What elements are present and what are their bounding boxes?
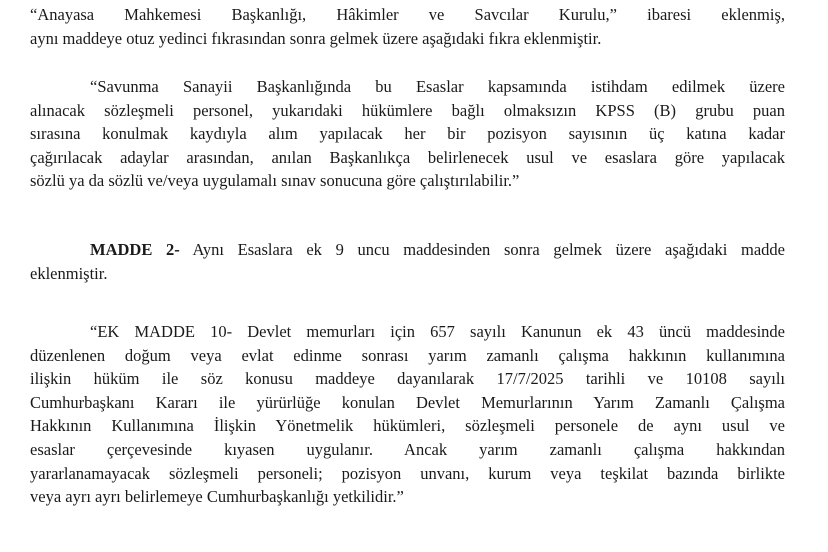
text-line: aynı maddeye otuz yedinci fıkrasından sonra gelmek üzere aşağıdaki fıkra eklenmiştir. [30, 28, 602, 48]
text-line: esaslar çerçevesinde kıyasen uygulanır. Ancak yarım zamanlı çalışma hakkından [30, 439, 785, 459]
text-line: alınacak sözleşmeli personel, yukarıdaki hükümlere bağlı olmaksızın KPSS (B) grubu puan [30, 100, 785, 120]
text-line: Hakkının Kullanımına İlişkin Yönetmelik hükümleri, sözleşmeli personele de aynı usul ve [30, 416, 785, 436]
paragraph-savunma-sanayii [30, 75, 785, 193]
text-line: “Savunma Sanayii Başkanlığında bu Esaslar kapsamında istihdam edilmek üzere [90, 77, 785, 96]
text-line: Cumhurbaşkanı Kararı ile yürürlüğe konulan Devlet Memurlarının Yarım Zamanlı Çalışma [30, 392, 785, 412]
text-line: yararlanamayacak sözleşmeli personeli; pozisyon unvanı, kurum veya teşkilat bazında birlikte [30, 463, 785, 483]
text-line: veya ayrı ayrı belirlemeye Cumhurbaşkanlığı yetkilidir.” [30, 487, 404, 507]
paragraph-amendment-intro [30, 3, 785, 50]
paragraph-ek-madde-10 [30, 320, 785, 509]
paragraph-madde-2 [30, 238, 785, 285]
article-heading: MADDE 2- [90, 240, 180, 259]
text-line: düzenlenen doğum veya evlat edinme sonrası yarım zamanlı çalışma hakkının kullanımına [30, 345, 785, 365]
text-line: “Anayasa Mahkemesi Başkanlığı, Hâkimler ve Savcılar Kurulu,” ibaresi eklenmiş, [30, 5, 785, 24]
text-line [30, 238, 785, 262]
article-text: Aynı Esaslara ek 9 uncu maddesinden sonra gelmek üzere aşağıdaki madde [179, 240, 785, 259]
text-line: sözlü ya da sözlü ve/veya uygulamalı sınav sonucuna göre çalıştırılabilir.” [30, 171, 520, 191]
text-line: ilişkin hüküm ile söz konusu maddeye dayanılarak 17/7/2025 tarihli ve 10108 sayılı [30, 369, 785, 389]
text-line: “EK MADDE 10- Devlet memurları için 657 sayılı Kanunun ek 43 üncü maddesinde [90, 322, 785, 341]
text-line: çağırılacak adaylar arasından, anılan Başkanlıkça belirlenecek usul ve esaslara göre yapılacak [30, 147, 785, 167]
text-line: sırasına konulmak kaydıyla alım yapılacak her bir pozisyon sayısının üç katına kadar [30, 124, 785, 144]
text-line: eklenmiştir. [30, 263, 108, 283]
